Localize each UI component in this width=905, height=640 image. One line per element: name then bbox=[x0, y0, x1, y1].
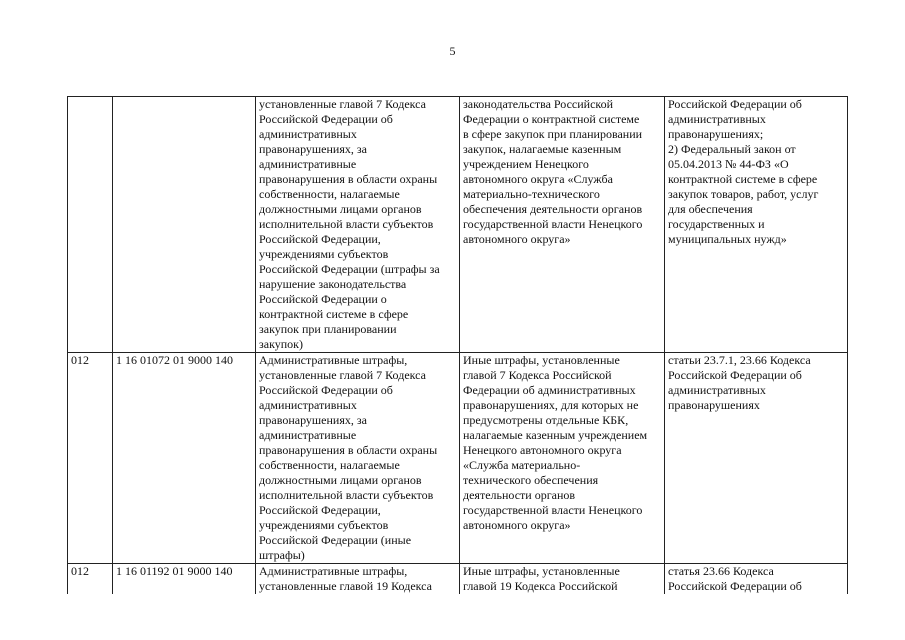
page-number: 5 bbox=[449, 44, 456, 58]
legal-basis-cell: статьи 23.7.1, 23.66 Кодекса Российской Федерации об административных правонарушениях bbox=[665, 353, 848, 564]
budget-code-cell bbox=[113, 97, 256, 353]
budget-code-cell: 1 16 01072 01 9000 140 bbox=[113, 353, 256, 564]
income-description-cell: Иные штрафы, установленные главой 19 Кодекса Российской bbox=[460, 564, 665, 595]
admin-code-cell bbox=[68, 97, 113, 353]
income-description-cell: законодательства Российской Федерации о контрактной системе в сфере закупок при планировании закупок, налагаемые казенным учреждением Ненецкого автономного округа «Служба материально-технического обеспечения деятельности органов государственной власти Ненецкого автономного округа» bbox=[460, 97, 665, 353]
admin-code-cell: 012 bbox=[68, 564, 113, 595]
table-row bbox=[68, 97, 848, 353]
legal-basis-cell: Российской Федерации об административных правонарушениях; 2) Федеральный закон от 05.04.2013 № 44-ФЗ «О контрактной системе в сфере закупок товаров, работ, услуг для обеспечения государственных и муниципальных нужд» bbox=[665, 97, 848, 353]
budget-code-cell: 1 16 01192 01 9000 140 bbox=[113, 564, 256, 595]
table-row bbox=[68, 353, 848, 564]
budget-codes-table bbox=[67, 96, 848, 594]
income-description-cell: Иные штрафы, установленные главой 7 Кодекса Российской Федерации об административных правонарушениях, для которых не предусмотрены отдельные КБК, налагаемые казенным учреждением Ненецкого автономного округа «Служба материально- технического обеспечения деятельности органов государственной власти Ненецкого автономного округа» bbox=[460, 353, 665, 564]
income-name-cell: установленные главой 7 Кодекса Российской Федерации об административных правонарушениях, за административные правонарушения в области охраны собственности, налагаемые должностными лицами органов исполнительной власти субъектов Российской Федерации, учреждениями субъектов Российской Федерации (штрафы за нарушение законодательства Российской Федерации о контрактной системе в сфере закупок при планировании закупок) bbox=[256, 97, 460, 353]
legal-basis-cell: статья 23.66 Кодекса Российской Федерации об bbox=[665, 564, 848, 595]
income-name-cell: Административные штрафы, установленные главой 7 Кодекса Российской Федерации об административных правонарушениях, за административные правонарушения в области охраны собственности, налагаемые должностными лицами органов исполнительной власти субъектов Российской Федерации, учреждениями субъектов Российской Федерации (иные штрафы) bbox=[256, 353, 460, 564]
table-row bbox=[68, 564, 848, 595]
admin-code-cell: 012 bbox=[68, 353, 113, 564]
income-name-cell: Административные штрафы, установленные главой 19 Кодекса bbox=[256, 564, 460, 595]
